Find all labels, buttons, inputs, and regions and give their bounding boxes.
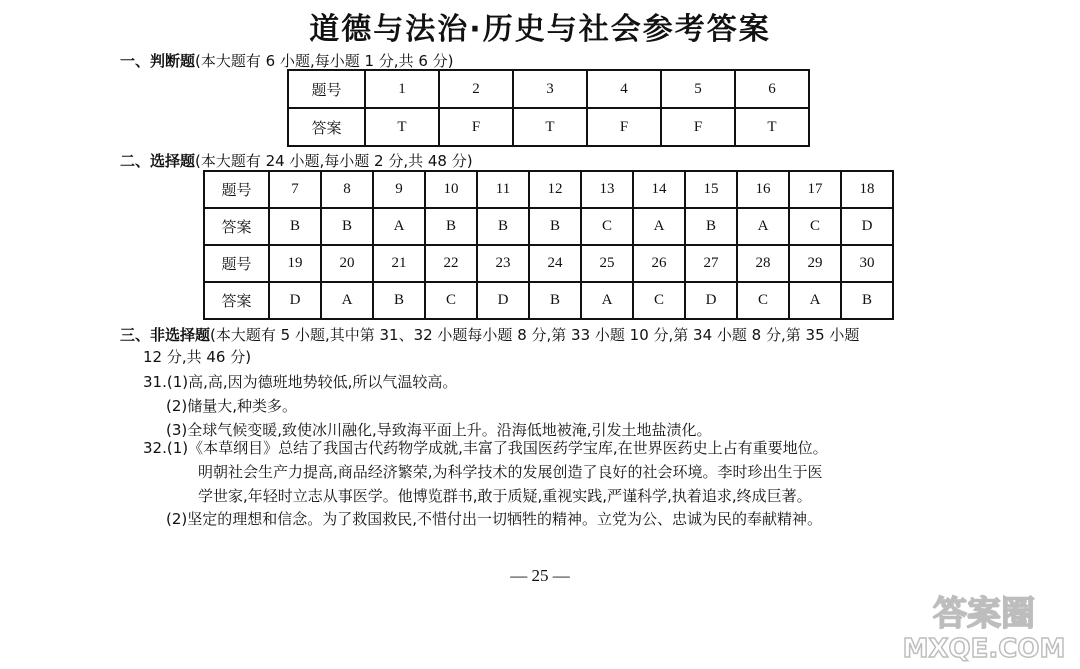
section-1-title: 一、判断题 [120,52,196,70]
question-number: 11 [477,171,529,208]
answer-cell: C [737,282,789,319]
answer-cell: T [365,108,439,146]
question-number: 16 [737,171,789,208]
question-number: 19 [269,245,321,282]
answer-cell: F [661,108,735,146]
question-number: 3 [513,70,587,108]
watermark-url: MXQE.COM [902,634,1066,664]
answer-cell: B [321,208,373,245]
answer-cell: D [685,282,737,319]
question-number: 27 [685,245,737,282]
question-number: 25 [581,245,633,282]
question-number: 9 [373,171,425,208]
answer-cell: D [477,282,529,319]
row-label: 答案 [204,282,269,319]
question-number: 5 [661,70,735,108]
answer-cell: A [789,282,841,319]
judgement-number-row [288,70,809,108]
answer-cell: C [425,282,477,319]
choice-answer-row [204,208,893,245]
section-3-heading [120,324,859,345]
section-2-note: (本大题有 24 小题,每小题 2 分,共 48 分) [195,152,473,170]
answer-cell: F [587,108,661,146]
answer-line: 学世家,年轻时立志从事医学。他博览群书,敢于质疑,重视实践,严谨科学,执着追求,终成巨著。 [198,487,812,505]
answer-cell: A [373,208,425,245]
answer-cell: A [321,282,373,319]
answer-line: (2)储量大,种类多。 [166,397,298,415]
answer-line: 明朝社会生产力提高,商品经济繁荣,为科学技术的发展创造了良好的社会环境。李时珍出生于医 [198,463,823,481]
question-number: 4 [587,70,661,108]
answer-line: (2)坚定的理想和信念。为了救国救民,不惜付出一切牺牲的精神。立党为公、忠诚为民的奉献精神。 [166,510,823,528]
answer-cell: B [685,208,737,245]
answer-cell: B [425,208,477,245]
answer-cell: B [529,282,581,319]
answer-cell: T [735,108,809,146]
row-label: 题号 [204,245,269,282]
question-number: 12 [529,171,581,208]
page-title: 道德与法治·历史与社会参考答案 [309,12,771,47]
question-number: 13 [581,171,633,208]
row-label: 题号 [288,70,365,108]
section-3-title: 三、非选择题 [120,326,211,344]
answer-line: 32.(1)《本草纲目》总结了我国古代药物学成就,丰富了我国医药学宝库,在世界医药史上占有重要地位。 [143,439,828,457]
question-number: 14 [633,171,685,208]
question-number: 18 [841,171,893,208]
answer-cell: B [841,282,893,319]
question-number: 1 [365,70,439,108]
section-1-heading [120,50,454,71]
question-number: 26 [633,245,685,282]
answer-cell: B [529,208,581,245]
page-number: — 25 — [510,566,570,585]
answer-cell: D [841,208,893,245]
question-number: 30 [841,245,893,282]
watermark-graphic [894,585,1074,665]
section-2-title: 二、选择题 [120,152,196,170]
watermark-logo [894,585,1074,665]
choice-number-row [204,171,893,208]
section-3-note-continued: 12 分,共 46 分) [143,348,252,366]
question-number: 20 [321,245,373,282]
answer-cell: A [581,282,633,319]
question-number: 23 [477,245,529,282]
question-number: 17 [789,171,841,208]
answer-cell: C [633,282,685,319]
row-label: 答案 [204,208,269,245]
answer-cell: F [439,108,513,146]
section-3-note: (本大题有 5 小题,其中第 31、32 小题每小题 8 分,第 33 小题 10 分,第 34 小题 8 分,第 35 小题 [210,326,860,344]
question-number: 6 [735,70,809,108]
question-number: 2 [439,70,513,108]
choice-answer-row [204,282,893,319]
judgement-answer-row [288,108,809,146]
section-1-note: (本大题有 6 小题,每小题 1 分,共 6 分) [195,52,454,70]
answer-cell: D [269,282,321,319]
section-2-heading [120,150,473,171]
row-label: 题号 [204,171,269,208]
question-number: 28 [737,245,789,282]
answer-cell: B [373,282,425,319]
judgement-table [287,69,810,147]
answer-cell: C [581,208,633,245]
question-number: 24 [529,245,581,282]
question-number: 7 [269,171,321,208]
answer-cell: B [477,208,529,245]
choice-number-row [204,245,893,282]
answer-cell: T [513,108,587,146]
question-number: 15 [685,171,737,208]
choice-table [203,170,894,320]
question-number: 22 [425,245,477,282]
question-number: 10 [425,171,477,208]
answer-cell: C [789,208,841,245]
answer-cell: B [269,208,321,245]
question-number: 21 [373,245,425,282]
row-label: 答案 [288,108,365,146]
answer-line: (3)全球气候变暖,致使冰川融化,导致海平面上升。沿海低地被淹,引发土地盐渍化。 [166,421,712,439]
answer-cell: A [737,208,789,245]
question-number: 8 [321,171,373,208]
answer-line: 31.(1)高,高,因为德班地势较低,所以气温较高。 [143,373,458,391]
watermark-text: 答案圈 [933,594,1035,634]
answer-cell: A [633,208,685,245]
question-number: 29 [789,245,841,282]
